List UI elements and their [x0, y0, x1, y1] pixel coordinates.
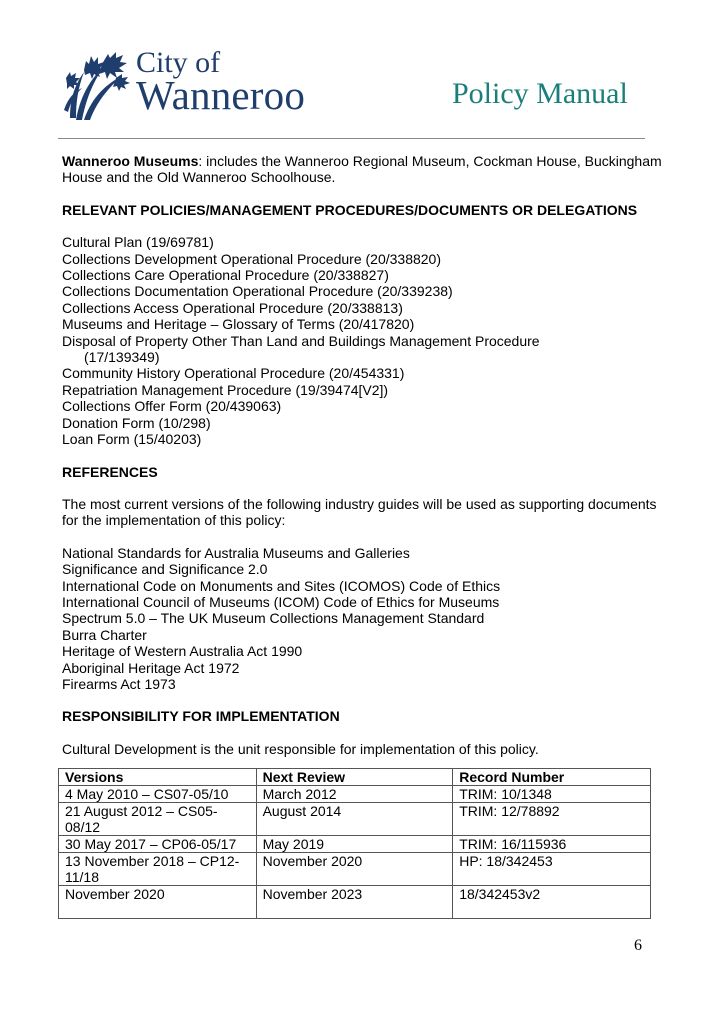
table-cell: HP: 18/342453 — [453, 853, 651, 886]
table-cell: 18/342453v2 — [453, 886, 651, 919]
kangaroo-paw-icon — [62, 48, 132, 122]
list-item: International Code on Monuments and Sites (ICOMOS) Code of Ethics — [62, 577, 501, 594]
references-heading: REFERENCES — [62, 463, 158, 480]
table-cell: August 2014 — [256, 803, 453, 836]
column-header-next-review: Next Review — [256, 769, 453, 786]
logo-wordmark — [136, 46, 305, 116]
table-cell: 21 August 2012 – CS05-08/12 — [59, 803, 257, 836]
table-row — [59, 853, 651, 886]
list-item: International Council of Museums (ICOM) Code of Ethics for Museums — [62, 593, 500, 610]
list-item: Heritage of Western Australia Act 1990 — [62, 643, 303, 660]
references-intro: The most current versions of the following industry guides will be used as supporting documents for the implementation of this policy: — [62, 495, 657, 529]
list-item: Collections Care Operational Procedure (20/338827) — [62, 267, 389, 284]
table-cell: November 2020 — [59, 886, 257, 919]
list-item: Collections Access Operational Procedure (20/338813) — [62, 299, 403, 316]
page-number: 6 — [634, 937, 642, 954]
list-item: Spectrum 5.0 – The UK Museum Collections Management Standard — [62, 610, 485, 627]
table-cell: March 2012 — [256, 786, 453, 803]
list-item: Firearms Act 1973 — [62, 675, 176, 692]
list-item: Burra Charter — [62, 626, 147, 643]
list-item: Cultural Plan (19/69781) — [62, 234, 214, 251]
policy-manual-title: Policy Manual — [452, 77, 628, 110]
intro-term: Wanneroo Museums — [62, 153, 199, 169]
table-cell: TRIM: 12/78892 — [453, 803, 651, 836]
city-of-wanneroo-logo — [62, 46, 332, 126]
table-row — [59, 803, 651, 836]
header-divider — [58, 138, 645, 139]
relevant-policies-heading: RELEVANT POLICIES/MANAGEMENT PROCEDURES/DOCUMENTS OR DELEGATIONS — [62, 201, 638, 218]
responsibility-heading: RESPONSIBILITY FOR IMPLEMENTATION — [62, 708, 340, 725]
table-row — [59, 836, 651, 853]
list-item: Loan Form (15/40203) — [62, 431, 202, 448]
list-item: Significance and Significance 2.0 — [62, 561, 268, 578]
list-item: Aboriginal Heritage Act 1972 — [62, 659, 240, 676]
list-item: Donation Form (10/298) — [62, 414, 211, 431]
table-cell: 4 May 2010 – CS07-05/10 — [59, 786, 257, 803]
list-item: Museums and Heritage – Glossary of Terms (20/417820) — [62, 316, 415, 333]
column-header-record-number: Record Number — [453, 769, 651, 786]
list-item: Repatriation Management Procedure (19/39474[V2]) — [62, 381, 389, 398]
relevant-policies-list — [62, 234, 662, 447]
list-item: Collections Development Operational Procedure (20/338820) — [62, 250, 441, 267]
list-item: National Standards for Australia Museums and Galleries — [62, 544, 410, 561]
intro-text: : includes the Wanneroo Regional Museum, Cockman House, Buckingham House and the Old Wanneroo Schoolhouse. — [62, 153, 662, 186]
table-row — [59, 886, 651, 919]
table-header-row — [59, 769, 651, 786]
responsibility-text: Cultural Development is the unit responsible for implementation of this policy. — [62, 740, 539, 757]
column-header-versions: Versions — [59, 769, 257, 786]
list-item: Disposal of Property Other Than Land and Buildings Management Procedure — [62, 332, 540, 349]
table-cell: 13 November 2018 – CP12-11/18 — [59, 853, 257, 886]
list-item: Collections Offer Form (20/439063) — [62, 398, 282, 415]
table-cell: May 2019 — [256, 836, 453, 853]
list-item: Collections Documentation Operational Procedure (20/339238) — [62, 283, 453, 300]
table-cell: TRIM: 10/1348 — [453, 786, 651, 803]
table-row — [59, 786, 651, 803]
list-item: Community History Operational Procedure (20/454331) — [62, 365, 405, 382]
references-list — [62, 545, 662, 693]
version-history-table — [58, 768, 651, 919]
list-item-continuation: (17/139349) — [84, 349, 160, 366]
intro-paragraph — [62, 153, 662, 186]
logo-line-city-of: City of — [136, 46, 221, 79]
table-cell: November 2020 — [256, 853, 453, 886]
policy-body — [62, 153, 662, 757]
logo-line-wanneroo: Wanneroo — [136, 72, 306, 118]
table-cell: TRIM: 16/115936 — [453, 836, 651, 853]
table-cell: November 2023 — [256, 886, 453, 919]
table-cell: 30 May 2017 – CP06-05/17 — [59, 836, 257, 853]
